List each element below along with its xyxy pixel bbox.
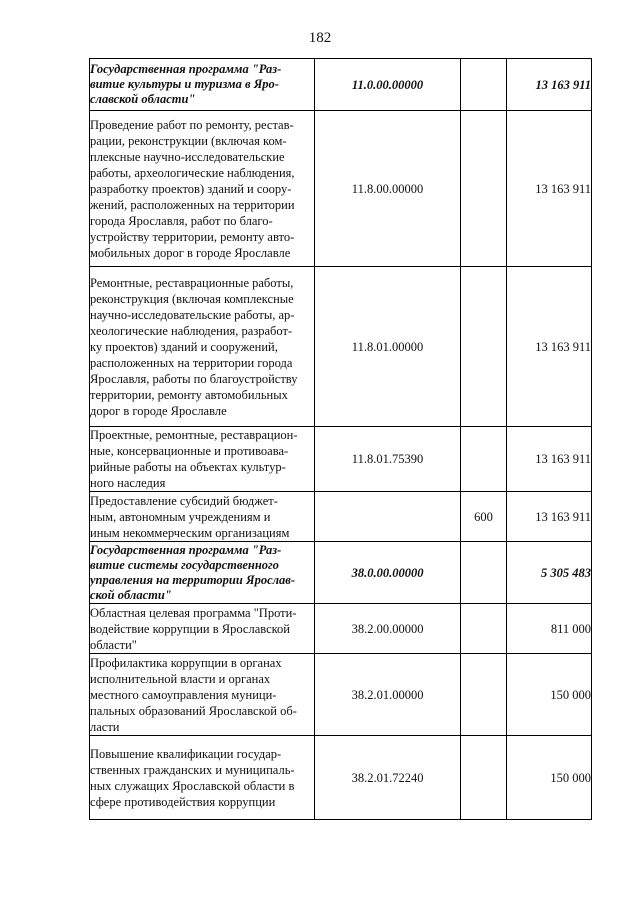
row-amount: 13 163 911 — [507, 427, 592, 492]
row-name — [90, 267, 315, 427]
table-row — [90, 59, 592, 111]
row-name-line: славской области" — [90, 92, 196, 106]
row-name-line: ные, консервационные и противоава- — [90, 444, 289, 458]
row-name-line: дорог в городе Ярославле — [90, 403, 227, 418]
row-amount: 13 163 911 — [507, 59, 592, 111]
row-name-line: Областная целевая программа "Проти- — [90, 605, 297, 620]
row-code: 38.0.00.00000 — [315, 542, 461, 604]
row-name-line: витие системы государственного — [90, 557, 279, 572]
table-row — [90, 604, 592, 654]
table-row — [90, 267, 592, 427]
row-name-line: ку проектов) зданий и сооружений, — [90, 339, 278, 354]
row-name-line: пальных образований Ярославской об- — [90, 703, 297, 718]
table-row — [90, 111, 592, 267]
row-expense-kind — [461, 427, 507, 492]
row-expense-kind: 600 — [461, 492, 507, 542]
row-expense-kind — [461, 111, 507, 267]
row-name-line: города Ярославля, работ по благо- — [90, 213, 273, 228]
table-row — [90, 427, 592, 492]
row-name-line: витие культуры и туризма в Яро- — [90, 77, 279, 91]
row-code: 38.2.01.00000 — [315, 654, 461, 736]
row-code: 38.2.00.00000 — [315, 604, 461, 654]
budget-table — [89, 58, 592, 820]
row-name — [90, 736, 315, 820]
row-name-line: Проектные, ремонтные, реставрацион- — [90, 428, 298, 442]
row-name-line: ных служащих Ярославской области в — [90, 778, 295, 793]
row-name-line: плексные научно-исследовательские — [90, 149, 285, 164]
row-name-line: ственных гражданских и муниципаль- — [90, 762, 295, 777]
budget-table-body — [90, 59, 592, 820]
row-amount: 150 000 — [507, 736, 592, 820]
row-name-line: исполнительной власти и органах — [90, 671, 271, 686]
row-expense-kind — [461, 542, 507, 604]
row-name-line: Ярославля, работы по благоустройству — [90, 371, 298, 386]
row-name-line: устройству территории, ремонту авто- — [90, 229, 295, 244]
row-name-line: ласти — [90, 719, 120, 734]
row-name — [90, 111, 315, 267]
row-name-line: рации, реконструкции (включая ком- — [90, 133, 287, 148]
table-row — [90, 736, 592, 820]
row-name-line: Государственная программа "Раз- — [90, 542, 282, 557]
row-expense-kind — [461, 736, 507, 820]
row-code: 11.8.01.75390 — [315, 427, 461, 492]
row-expense-kind — [461, 59, 507, 111]
row-name-line: хеологические наблюдения, разработ- — [90, 323, 293, 338]
row-name-line: научно-исследовательские работы, ар- — [90, 307, 295, 322]
table-row — [90, 654, 592, 736]
row-name-line: сфере противодействия коррупции — [90, 794, 276, 809]
row-name-line: ного наследия — [90, 476, 166, 490]
row-name-line: управления на территории Ярослав- — [90, 572, 296, 587]
row-name-line: работы, археологические наблюдения, — [90, 165, 295, 180]
row-amount: 13 163 911 — [507, 267, 592, 427]
row-amount: 150 000 — [507, 654, 592, 736]
page-number: 182 — [308, 30, 332, 46]
row-expense-kind — [461, 604, 507, 654]
row-code: 11.8.01.00000 — [315, 267, 461, 427]
row-amount: 811 000 — [507, 604, 592, 654]
row-amount: 13 163 911 — [507, 111, 592, 267]
row-name-line: Государственная программа "Раз- — [90, 62, 282, 76]
row-code: 38.2.01.72240 — [315, 736, 461, 820]
row-expense-kind — [461, 654, 507, 736]
row-name-line: мобильных дорог в городе Ярославле — [90, 245, 291, 260]
row-name — [90, 604, 315, 654]
row-name-line: Повышение квалификации государ- — [90, 746, 282, 761]
row-name-line: разработку проектов) зданий и соору- — [90, 181, 292, 196]
row-code: 11.8.00.00000 — [315, 111, 461, 267]
row-name — [90, 492, 315, 542]
row-name-line: рийные работы на объектах культур- — [90, 460, 286, 474]
row-name-line: ской области" — [90, 587, 172, 602]
row-amount: 13 163 911 — [507, 492, 592, 542]
row-name-line: Предоставление субсидий бюджет- — [90, 493, 278, 508]
row-amount: 5 305 483 — [507, 542, 592, 604]
row-name-line: расположенных на территории города — [90, 355, 293, 370]
row-name-line: жений, расположенных на территории — [90, 197, 295, 212]
table-row — [90, 492, 592, 542]
row-name-line: Ремонтные, реставрационные работы, — [90, 275, 294, 290]
table-row — [90, 542, 592, 604]
row-name-line: реконструкция (включая комплексные — [90, 291, 294, 306]
row-name — [90, 59, 315, 111]
row-name — [90, 654, 315, 736]
row-code: 11.0.00.00000 — [315, 59, 461, 111]
row-name-line: водействие коррупции в Ярославской — [90, 621, 290, 636]
row-name-line: Проведение работ по ремонту, рестав- — [90, 117, 294, 132]
row-name — [90, 427, 315, 492]
row-name-line: иным некоммерческим организациям — [90, 525, 290, 540]
row-expense-kind — [461, 267, 507, 427]
row-name-line: Профилактика коррупции в органах — [90, 655, 282, 670]
row-code — [315, 492, 461, 542]
row-name-line: ным, автономным учреждениям и — [90, 509, 271, 524]
row-name — [90, 542, 315, 604]
row-name-line: местного самоуправления муници- — [90, 687, 277, 702]
row-name-line: территории, ремонту автомобильных — [90, 387, 288, 402]
row-name-line: области" — [90, 637, 137, 652]
